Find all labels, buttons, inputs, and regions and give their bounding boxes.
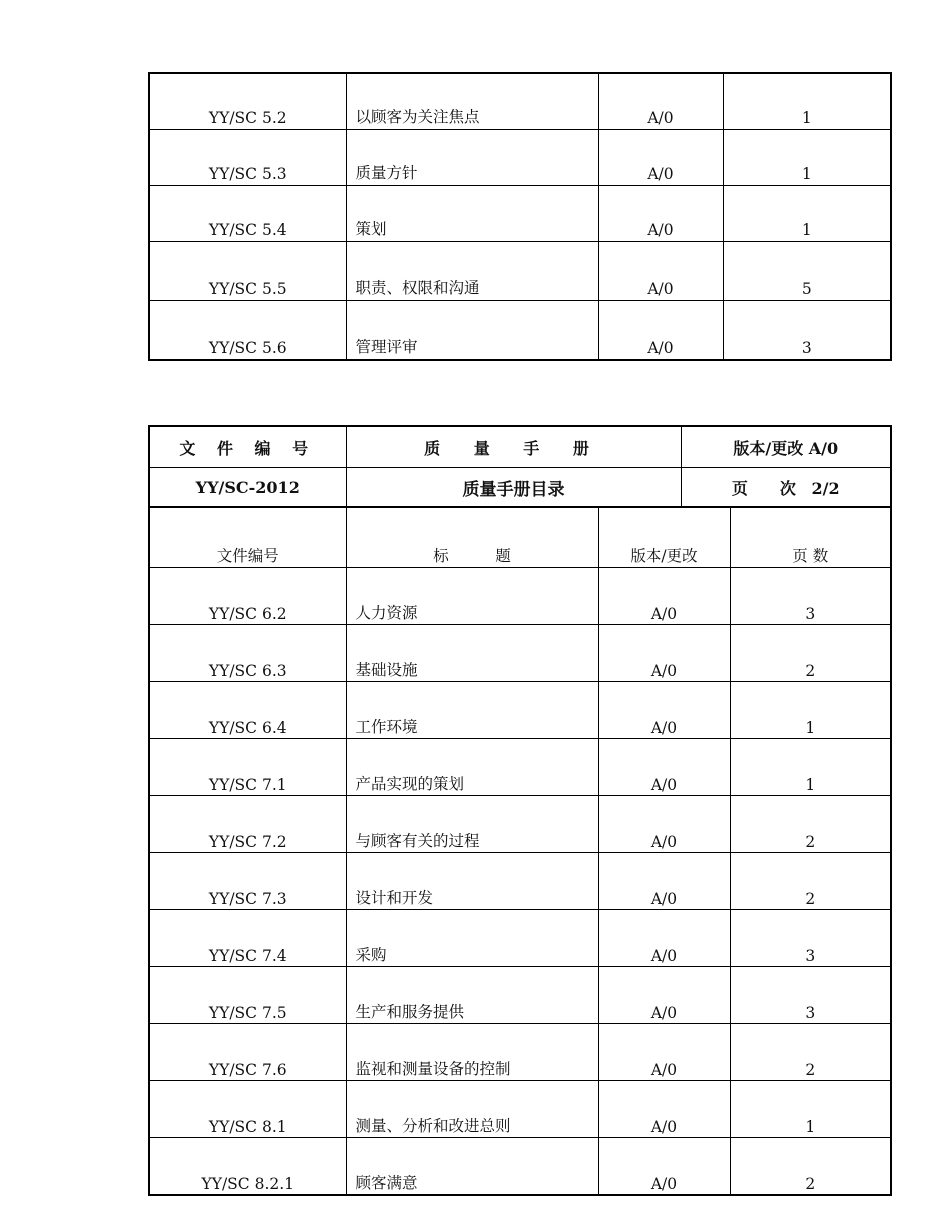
manual-index-table [148,507,892,1196]
doc-title-cell: 设计和开发 [346,853,598,910]
doc-code-cell: YY/SC 8.1 [149,1081,346,1138]
page-count-cell: 1 [723,186,891,242]
doc-code-cell: YY/SC 7.4 [149,910,346,967]
table-row [149,625,891,682]
doc-code-cell: YY/SC 5.3 [149,130,346,186]
doc-title-cell: 测量、分析和改进总则 [346,1081,598,1138]
column-header-pages: 页 数 [730,508,891,568]
version-cell: A/0 [598,73,723,130]
previous-page-index-table [148,72,892,361]
table-row [149,568,891,625]
table-row [149,301,891,361]
doc-number-value: YY/SC-2012 [149,468,346,508]
version-cell: A/0 [598,568,730,625]
version-cell: A/0 [598,796,730,853]
page-count-cell: 3 [723,301,891,361]
doc-code-cell: YY/SC 5.6 [149,301,346,361]
doc-title-cell: 以顾客为关注焦点 [346,73,598,130]
page-count-cell: 5 [723,242,891,301]
version-cell: A/0 [598,967,730,1024]
doc-number-label: 文 件 编 号 [149,426,346,468]
page-count-cell: 2 [730,625,891,682]
doc-code-cell: YY/SC 5.5 [149,242,346,301]
version-cell: A/0 [598,130,723,186]
page-value: 2/2 [811,478,840,498]
page-count-cell: 1 [730,682,891,739]
version-cell: A/0 [598,242,723,301]
version-cell: A/0 [598,301,723,361]
doc-title-cell: 监视和测量设备的控制 [346,1024,598,1081]
table-row [149,130,891,186]
version-label: 版本/更改 A/0 [681,426,891,468]
page-count-cell: 3 [730,967,891,1024]
table-row [149,1081,891,1138]
version-cell: A/0 [598,910,730,967]
doc-title-cell: 基础设施 [346,625,598,682]
page-count-cell: 1 [730,739,891,796]
doc-title-cell: 管理评审 [346,301,598,361]
table-row [149,242,891,301]
doc-code-cell: YY/SC 6.2 [149,568,346,625]
table-row [149,853,891,910]
page-indicator [681,468,891,508]
column-header-code: 文件编号 [149,508,346,568]
doc-code-cell: YY/SC 5.4 [149,186,346,242]
doc-code-cell: YY/SC 5.2 [149,73,346,130]
previous-page-rows [149,73,891,360]
doc-title-cell: 与顾客有关的过程 [346,796,598,853]
version-cell: A/0 [598,625,730,682]
page-count-cell: 2 [730,853,891,910]
version-cell: A/0 [598,186,723,242]
page-count-cell: 2 [730,1138,891,1196]
header-row-1 [149,426,891,468]
doc-code-cell: YY/SC 7.1 [149,739,346,796]
doc-code-cell: YY/SC 7.2 [149,796,346,853]
version-cell: A/0 [598,1138,730,1196]
doc-code-cell: YY/SC 7.5 [149,967,346,1024]
table-row [149,796,891,853]
table-header-row [149,508,891,568]
doc-code-cell: YY/SC 7.6 [149,1024,346,1081]
page-count-cell: 2 [730,796,891,853]
manual-title: 质 量 手 册 [346,426,681,468]
version-cell: A/0 [598,1024,730,1081]
column-header-version: 版本/更改 [598,508,730,568]
page-label: 页 次 [731,478,796,498]
column-header-title: 标 题 [346,508,598,568]
doc-title-cell: 生产和服务提供 [346,967,598,1024]
manual-header-table [148,425,892,508]
version-cell: A/0 [598,853,730,910]
table-row [149,682,891,739]
version-cell: A/0 [598,1081,730,1138]
manual-subtitle: 质量手册目录 [346,468,681,508]
doc-title-cell: 采购 [346,910,598,967]
doc-title-cell: 产品实现的策划 [346,739,598,796]
doc-title-cell: 工作环境 [346,682,598,739]
doc-title-cell: 策划 [346,186,598,242]
version-cell: A/0 [598,739,730,796]
doc-title-cell: 顾客满意 [346,1138,598,1196]
version-cell: A/0 [598,682,730,739]
doc-code-cell: YY/SC 8.2.1 [149,1138,346,1196]
doc-title-cell: 人力资源 [346,568,598,625]
page-count-cell: 1 [723,73,891,130]
table-row [149,186,891,242]
table-row [149,73,891,130]
index-rows [149,568,891,1196]
doc-title-cell: 职责、权限和沟通 [346,242,598,301]
page-count-cell: 1 [723,130,891,186]
doc-code-cell: YY/SC 7.3 [149,853,346,910]
header-row-2 [149,468,891,508]
table-row [149,910,891,967]
page-count-cell: 3 [730,568,891,625]
table-row [149,967,891,1024]
page-count-cell: 2 [730,1024,891,1081]
table-row [149,1138,891,1196]
doc-title-cell: 质量方针 [346,130,598,186]
doc-code-cell: YY/SC 6.4 [149,682,346,739]
doc-code-cell: YY/SC 6.3 [149,625,346,682]
page-count-cell: 1 [730,1081,891,1138]
table-row [149,1024,891,1081]
table-row [149,739,891,796]
page-count-cell: 3 [730,910,891,967]
